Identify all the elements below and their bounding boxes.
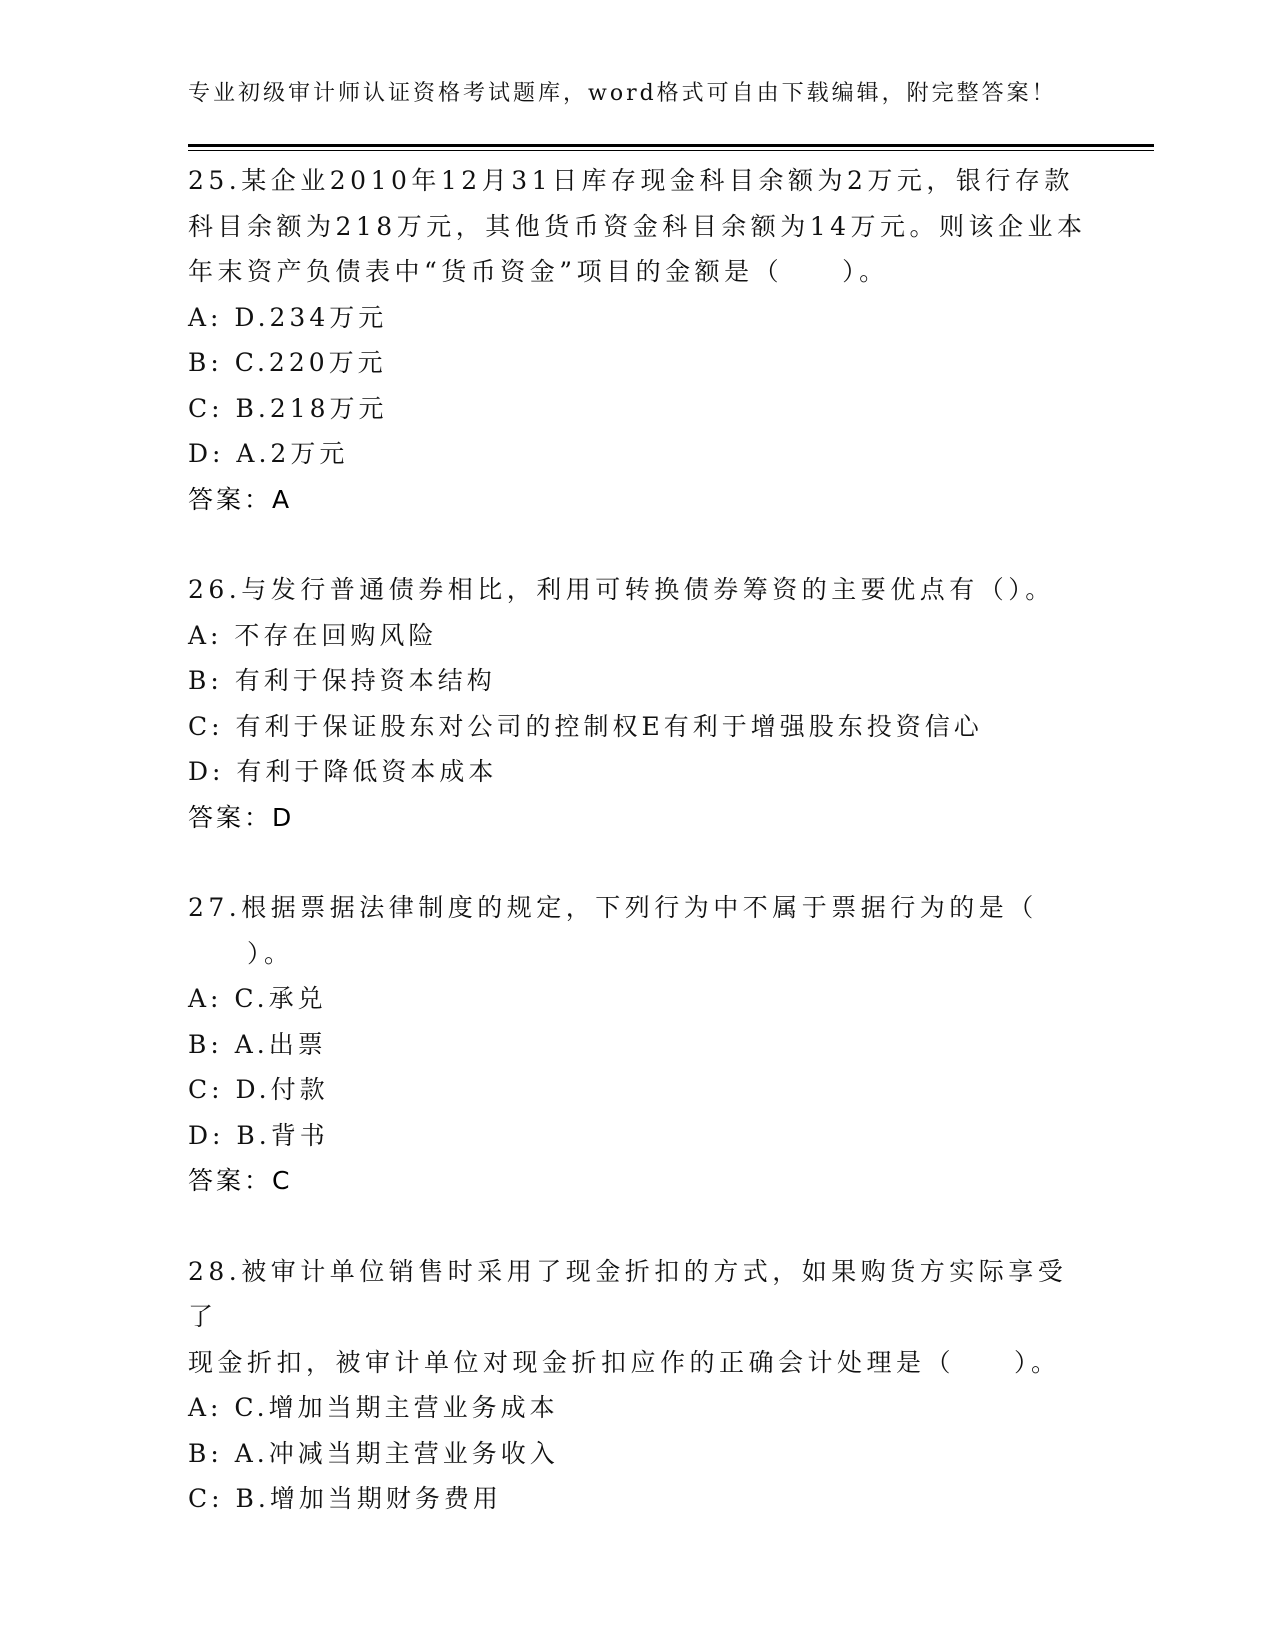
option-a: A: C.承兑 xyxy=(188,984,327,1013)
question-stem-line: 26.与发行普通债券相比，利用可转换债券筹资的主要优点有（）。 xyxy=(188,575,1055,604)
option-a: A: C.增加当期主营业务成本 xyxy=(188,1393,559,1422)
question-stem-line: 25.某企业2010年12月31日库存现金科目余额为2万元，银行存款 xyxy=(188,166,1074,195)
option-d: D: A.2万元 xyxy=(188,439,349,468)
question-stem-line: ）。 xyxy=(188,938,294,968)
header-divider xyxy=(188,144,1154,147)
question-27 xyxy=(188,885,1088,1204)
answer-text: 答案：D xyxy=(188,802,295,832)
question-28 xyxy=(188,1249,1088,1522)
question-stem xyxy=(188,567,1088,613)
option-b: B: C.220万元 xyxy=(188,348,387,377)
option-c: C: 有利于保证股东对公司的控制权E有利于增强股东投资信心 xyxy=(188,711,983,741)
option-a: A: D.234万元 xyxy=(188,302,388,332)
option-c: C: B.218万元 xyxy=(188,393,388,423)
answer-text: 答案：A xyxy=(188,484,293,514)
question-stem-line: 现金折扣，被审计单位对现金折扣应作的正确会计处理是（ ）。 xyxy=(188,1347,1061,1377)
option-b: B: A.冲减当期主营业务收入 xyxy=(188,1438,559,1468)
option-c: C: D.付款 xyxy=(188,1075,329,1104)
question-stem xyxy=(188,1249,1088,1386)
option-d: D: 有利于降低资本成本 xyxy=(188,757,498,786)
option-a: A: 不存在回购风险 xyxy=(188,620,438,650)
option-c: C: B.增加当期财务费用 xyxy=(188,1484,502,1513)
question-26 xyxy=(188,567,1088,840)
answer-text: 答案：C xyxy=(188,1166,293,1195)
question-stem-line: 科目余额为218万元，其他货币资金科目余额为14万元。则该企业本 xyxy=(188,211,1087,241)
option-b: B: 有利于保持资本结构 xyxy=(188,666,496,695)
question-stem-line: 年末资产负债表中“货币资金”项目的金额是（ ）。 xyxy=(188,257,889,286)
option-b: B: A.出票 xyxy=(188,1029,327,1059)
question-stem xyxy=(188,885,1088,976)
question-25 xyxy=(188,158,1088,522)
question-stem-line: 28.被审计单位销售时采用了现金折扣的方式，如果购货方实际享受了 xyxy=(188,1256,1068,1331)
question-stem xyxy=(188,158,1088,295)
question-stem-line: 27.根据票据法律制度的规定，下列行为中不属于票据行为的是（ xyxy=(188,893,1038,922)
page-header-text: 专业初级审计师认证资格考试题库，word格式可自由下载编辑，附完整答案！ xyxy=(188,81,1057,106)
option-d: D: B.背书 xyxy=(188,1120,329,1150)
header-divider-thin xyxy=(188,150,1154,151)
question-list xyxy=(188,158,1088,1522)
